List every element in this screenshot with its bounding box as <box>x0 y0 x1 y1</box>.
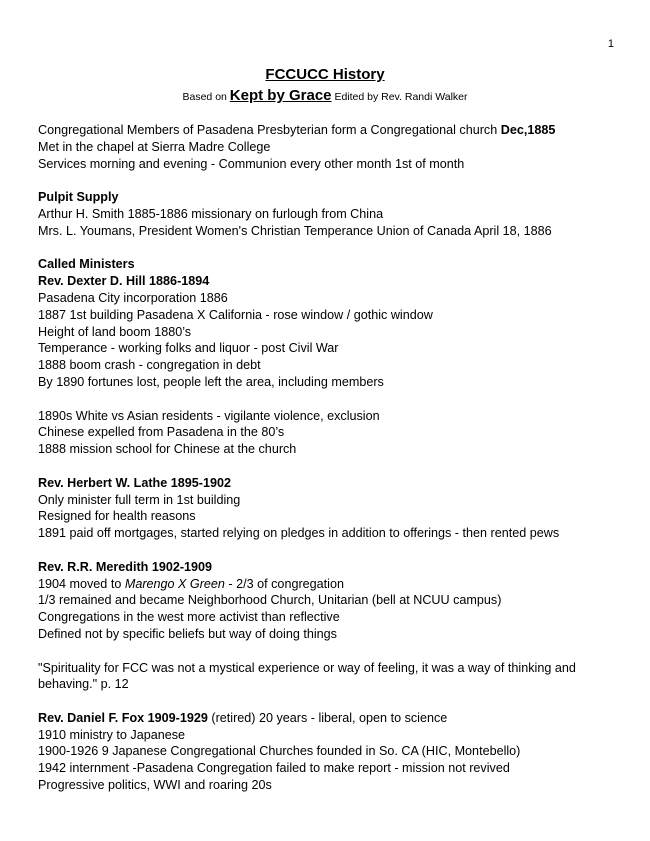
pulpit-line: Mrs. L. Youmans, President Women's Christian Temperance Union of Canada April 18, 1886 <box>38 223 552 238</box>
note-line: Resigned for health reasons <box>38 509 196 524</box>
note-line: By 1890 fortunes lost, people left the area, including members <box>38 374 384 389</box>
note-line: Temperance - working folks and liquor - post Civil War <box>38 341 339 356</box>
fox-notes <box>38 727 618 794</box>
pulpit-line: Arthur H. Smith 1885-1886 missionary on furlough from China <box>38 206 384 221</box>
note-line: Progressive politics, WWI and roaring 20s <box>38 778 272 793</box>
meredith-notes <box>38 592 618 642</box>
edited-by-text: Edited by Rev. Randi Walker <box>334 91 468 103</box>
page-number: 1 <box>607 38 614 50</box>
section-heading: Pulpit Supply <box>38 190 119 205</box>
note-line: 1888 boom crash - congregation in debt <box>38 358 261 373</box>
intro-line: Met in the chapel at Sierra Madre College <box>38 139 271 154</box>
based-on-text: Based on <box>182 91 227 103</box>
intro-text: Congregational Members of Pasadena Presbyterian form a Congregational church <box>38 123 501 137</box>
note-line: Only minister full term in 1st building <box>38 492 241 507</box>
hill-notes <box>38 290 618 391</box>
book-title: Kept by Grace <box>229 87 332 104</box>
note-line: 1/3 remained and became Neighborhood Church, Unitarian (bell at NCUU campus) <box>38 593 502 608</box>
note-line: Chinese expelled from Pasadena in the 80’s <box>38 425 285 440</box>
note-line: 1888 mission school for Chinese at the church <box>38 442 297 457</box>
note-line: 1891 paid off mortgages, started relying on pledges in addition to offerings - then rented pews <box>38 526 560 541</box>
note-line: Pasadena City incorporation 1886 <box>38 290 228 305</box>
hill-notes-2 <box>38 408 618 458</box>
note-line: Defined not by specific beliefs but way of doing things <box>38 626 337 641</box>
note-line: Congregations in the west more activist than reflective <box>38 610 340 625</box>
meredith-location: Marengo X Green <box>124 576 225 591</box>
quote: "Spirituality for FCC was not a mystical experience or way of feeling, it was a way of thinking and behaving." p. 12 <box>38 660 576 692</box>
intro-date: Dec,1885 <box>500 123 556 137</box>
document-body <box>38 122 618 794</box>
minister-name: Rev. Daniel F. Fox 1909-1929 (retired) 20 years - liberal, open to science <box>38 710 448 725</box>
note-line: 1910 ministry to Japanese <box>38 727 186 742</box>
lathe-notes <box>38 492 618 542</box>
note-line: 1900-1926 9 Japanese Congregational Churches founded in So. CA (HIC, Montebello) <box>38 744 521 759</box>
minister-name: Rev. Herbert W. Lathe 1895-1902 <box>38 475 231 490</box>
intro-line: Services morning and evening - Communion every other month 1st of month <box>38 156 465 171</box>
intro-line <box>38 122 618 139</box>
meredith-line: 1904 moved to Marengo X Green - 2/3 of congregation <box>38 576 344 591</box>
section-heading: Called Ministers <box>38 257 135 272</box>
document-title: FCCUCC History <box>265 66 385 83</box>
note-line: 1887 1st building Pasadena X California - rose window / gothic window <box>38 307 433 322</box>
note-line: 1942 internment -Pasadena Congregation failed to make report - mission not revived <box>38 761 510 776</box>
minister-name: Rev. R.R. Meredith 1902-1909 <box>38 559 213 574</box>
note-line: 1890s White vs Asian residents - vigilante violence, exclusion <box>38 408 380 423</box>
document-subtitle <box>0 87 650 104</box>
minister-name: Rev. Dexter D. Hill 1886-1894 <box>38 274 210 289</box>
note-line: Height of land boom 1880’s <box>38 324 192 339</box>
